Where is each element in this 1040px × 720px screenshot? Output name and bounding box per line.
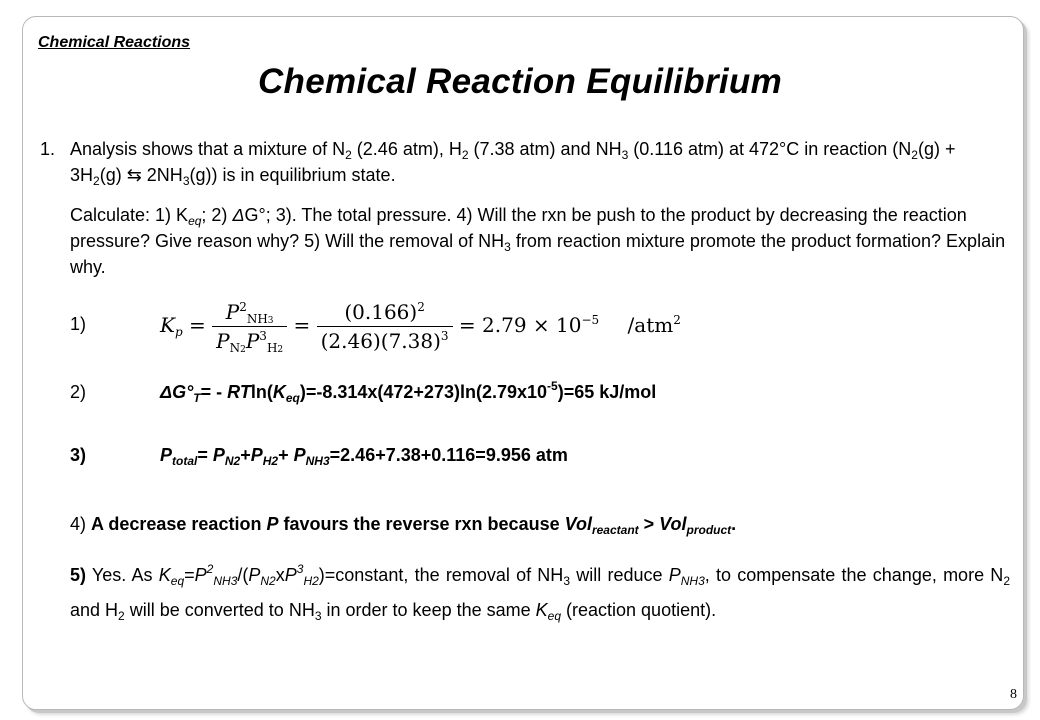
delta-symbol: Δ (232, 205, 245, 225)
kp-fraction-numeric: $\frac{(0.166)^2}{(2.46)(7.38)^3}$ (317, 298, 453, 355)
answer-2-label: 2) (70, 382, 87, 402)
answer-3-label: 3) (70, 445, 87, 465)
problem-statement: Analysis shows that a mixture of $N_2$ (2.46 atm), $H_2$ (7.38 atm) and $NH_3$ (0.116 atm) at 472°C in reaction ($N_2(g) + 3H_2(g)$ ⇆ $2NH_3(g)$) is in equilibrium state. (70, 139, 956, 188)
problem-number: 1. (40, 139, 56, 159)
answer-4: 4) A decrease reaction P favours the reverse rxn because Vol$_{reactant}$ > Vol$_{product}$. (70, 514, 737, 537)
kp-fraction-symbolic: $\frac{P^2_{NH3}}{P_{N2}P^3_{H2}}$ (212, 298, 287, 355)
problem-question: Calculate: 1) $K_{eq}$; 2) ΔG°; 3). The total pressure. 4) Will the rxn be push to the product by decreasing the reaction pressure? Give reason why? 5) Will the removal of $NH_3$ from reaction mixture promote the product formation? Explain why. (70, 205, 1006, 277)
answer-1-label: 1) (70, 314, 87, 334)
answer-3-total-pressure: $P_{total}= P_{N2}+P_{H2}+ P_{NH3}=2.46+7.38+0.116=9.956$ atm (160, 445, 568, 468)
page-title: Chemical Reaction Equilibrium (257, 62, 783, 101)
kp-equation: $K_p$ = $\frac{P^2_{NH3}}{P_{N2}P^3_{H2}}$ = $\frac{(0.166)^2}{(2.46)(7.38)^3}$ = $2.79 \times 10^{-5}$ /atm$^2$ (160, 300, 681, 355)
section-label: Chemical Reactions (38, 34, 191, 51)
answer-5: 5) Yes. As $K_{eq}=P^2_{NH3}/(P_{N2}xP^3_{H2})=constant$, the removal of $NH_3$ will reduce $P_{NH3}$, to compensate the change, more $N_2$ and $H_2$ will be converted to $NH_3$ in order to keep the same $K_{eq}$ (reaction quotient). (70, 562, 1010, 623)
page-number: 8 (1010, 687, 1017, 702)
equilibrium-arrow-icon: ⇆ (126, 165, 142, 185)
answer-2-delta-g: $\Delta G^\circ_T= - RTln(K_{eq})=-8.314x(472+273)\ln(2.79x10^{-5})=65$ kJ/mol (160, 379, 657, 405)
